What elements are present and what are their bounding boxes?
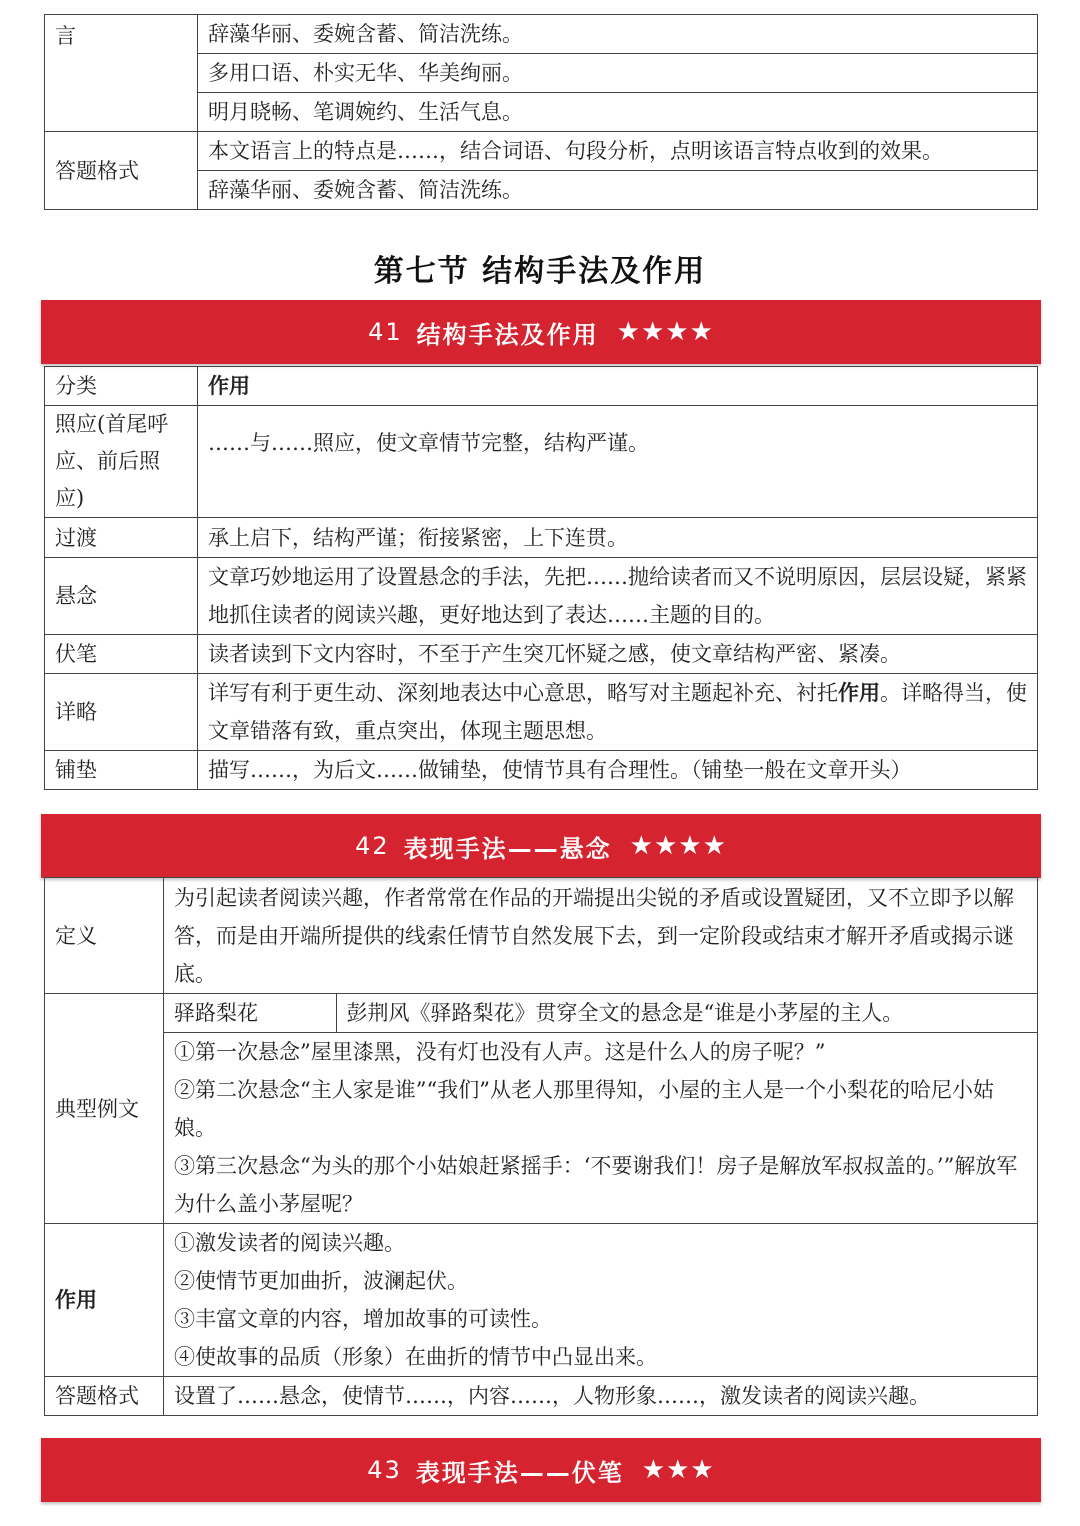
suspense-table (44, 877, 1038, 1416)
language-label: 言 (45, 15, 198, 132)
format-label: 答题格式 (45, 1377, 164, 1416)
banner-42 (41, 814, 1041, 878)
definition-text: 为引起读者阅读兴趣，作者常常在作品的开端提出尖锐的矛盾或设置疑团，又不立即予以解答，而是由开端所提供的线索任情节自然发展下去，到一定阶段或结束才解开矛盾或揭示谜底。 (164, 878, 1038, 994)
example-title: 驿路梨花 (164, 994, 336, 1032)
effect-line: ②使情节更加曲折，波澜起伏。 (174, 1269, 468, 1293)
header-category: 分类 (45, 367, 198, 406)
header-effect: 作用 (198, 367, 1038, 406)
row-name: 铺垫 (45, 751, 198, 790)
row-text: 承上启下，结构严谨；衔接紧密，上下连贯。 (198, 518, 1038, 558)
banner-number: 42 (355, 832, 390, 860)
effect-label: 作用 (45, 1224, 164, 1377)
row-text-bold: 作用 (838, 681, 880, 705)
example-lines (164, 1033, 1038, 1224)
row-name: 详略 (45, 674, 198, 751)
banner-43 (41, 1438, 1041, 1502)
row-text-part: 。详略得当，使文章错落有致，重点突出，体现主题思想。 (208, 681, 1027, 743)
section-title: 第七节 结构手法及作用 (373, 254, 707, 289)
example-line: ③第三次悬念“为头的那个小姑娘赶紧摇手：‘不要谢我们！房子是解放军叔叔盖的。’”解放军为什么盖小茅屋呢？ (174, 1154, 1018, 1216)
format-row: 辞藻华丽、委婉含蓄、简洁洗练。 (198, 171, 1038, 210)
example-header (164, 994, 1037, 1032)
star-rating-icon: ★★★ (641, 1455, 715, 1485)
language-row: 多用口语、朴实无华、华美绚丽。 (198, 54, 1038, 93)
row-text: 读者读到下文内容时，不至于产生突兀怀疑之感，使文章结构严密、紧凑。 (198, 635, 1038, 674)
row-name: 悬念 (45, 558, 198, 635)
banner-title: 结构手法及作用 (416, 320, 599, 349)
row-text (198, 674, 1038, 751)
effect-lines (164, 1224, 1038, 1377)
banner-number: 41 (368, 318, 403, 346)
format-row: 本文语言上的特点是……，结合词语、句段分析，点明该语言特点收到的效果。 (198, 132, 1038, 171)
banner-number: 43 (367, 1456, 402, 1484)
effect-line: ①激发读者的阅读兴趣。 (174, 1231, 405, 1255)
row-name: 过渡 (45, 518, 198, 558)
row-text: ……与……照应，使文章情节完整，结构严谨。 (198, 406, 1038, 518)
row-text: 文章巧妙地运用了设置悬念的手法，先把……抛给读者而又不说明原因，层层设疑，紧紧地抓住读者的阅读兴趣，更好地达到了表达……主题的目的。 (198, 558, 1038, 635)
example-header-cell (164, 994, 1038, 1033)
format-label: 答题格式 (45, 132, 198, 210)
definition-label: 定义 (45, 878, 164, 994)
structure-table (44, 366, 1038, 790)
row-name: 照应(首尾呼应、前后照应) (45, 406, 198, 518)
row-text-part: 详写有利于更生动、深刻地表达中心意思，略写对主题起补充、衬托 (208, 681, 838, 705)
effect-line: ④使故事的品质（形象）在曲折的情节中凸显出来。 (174, 1345, 657, 1369)
format-text: 设置了……悬念，使情节……，内容……，人物形象……，激发读者的阅读兴趣。 (164, 1377, 1038, 1416)
effect-line: ③丰富文章的内容，增加故事的可读性。 (174, 1307, 552, 1331)
language-row: 辞藻华丽、委婉含蓄、简洁洗练。 (198, 15, 1038, 54)
example-line: ②第二次悬念“主人家是谁”“我们”从老人那里得知，小屋的主人是一个小梨花的哈尼小姑娘。 (174, 1078, 994, 1140)
row-text: 描写……，为后文……做铺垫，使情节具有合理性。（铺垫一般在文章开头） (198, 751, 1038, 790)
language-table (44, 14, 1038, 210)
language-row: 明月晓畅、笔调婉约、生活气息。 (198, 93, 1038, 132)
example-label: 典型例文 (45, 994, 164, 1224)
example-line: ①第一次悬念”屋里漆黑，没有灯也没有人声。这是什么人的房子呢？” (174, 1040, 826, 1064)
star-rating-icon: ★★★★ (629, 831, 727, 861)
banner-title: 表现手法——悬念 (403, 834, 612, 863)
example-summary: 彭荆风《驿路梨花》贯穿全文的悬念是“谁是小茅屋的主人。 (346, 1001, 904, 1025)
banner-title: 表现手法——伏笔 (415, 1458, 624, 1487)
star-rating-icon: ★★★★ (616, 317, 714, 347)
banner-41 (41, 300, 1041, 364)
row-name: 伏笔 (45, 635, 198, 674)
